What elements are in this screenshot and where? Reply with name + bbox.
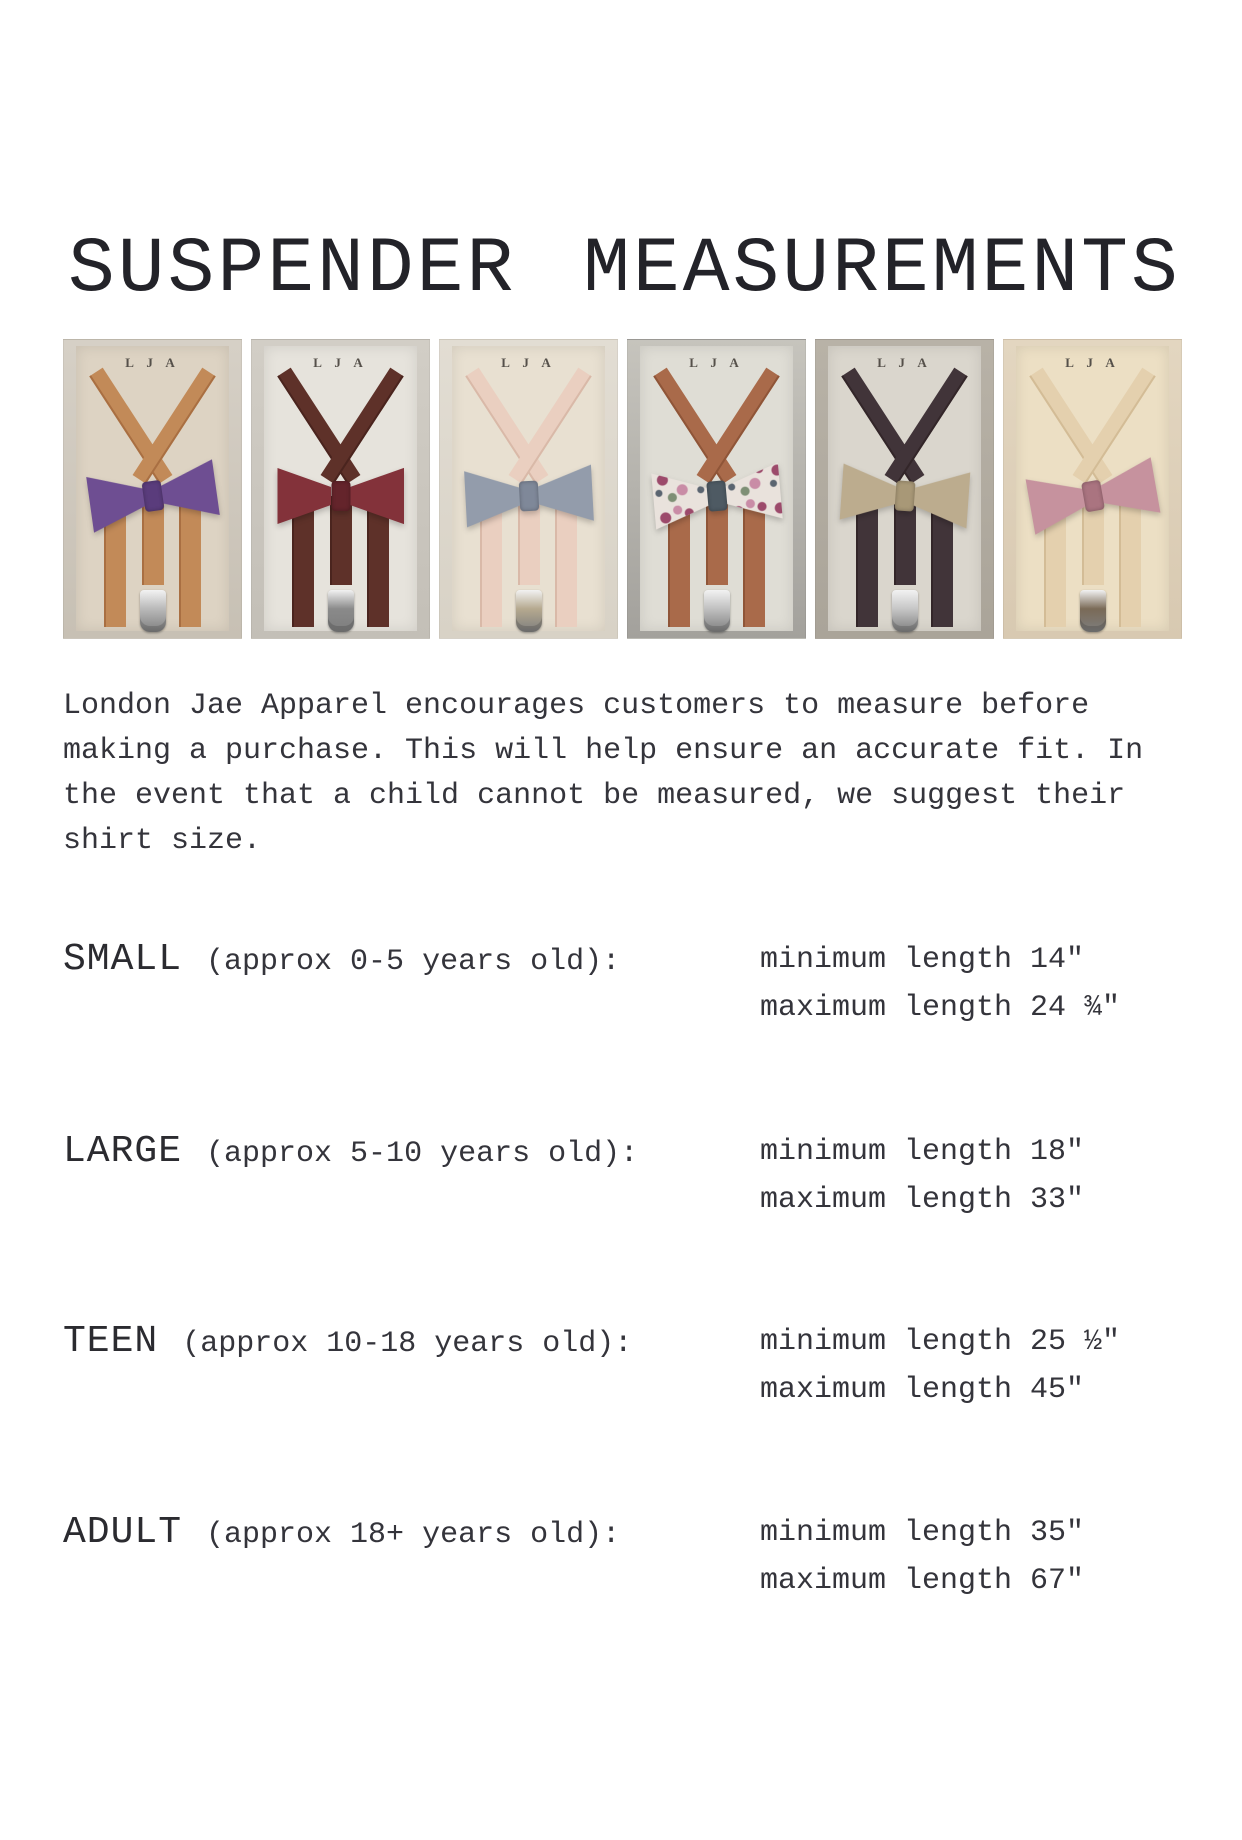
bow-wing-right (912, 465, 970, 533)
size-name: LARGE (63, 1130, 183, 1173)
size-row-measurements (760, 1318, 1120, 1414)
brand-label: L J A (1065, 355, 1120, 370)
size-qualifier: (approx 10-18 years old): (182, 1327, 633, 1361)
size-row-measurements (760, 1128, 1084, 1224)
brand-label: L J A (125, 355, 180, 370)
bow-wing-right (157, 455, 219, 526)
bow-wing-right (1096, 453, 1160, 525)
size-row-large (63, 1128, 1193, 1217)
intro-paragraph: London Jae Apparel encourages customers to measure before making a purchase. This will help ensure an accurate fit. In the event that a child cannot be measured, we suggest their shirt size. (63, 689, 1144, 858)
product-card (640, 346, 793, 631)
bow-tie (277, 464, 404, 528)
bow-wing-right (350, 464, 404, 528)
size-qualifier: (approx 5-10 years old): (206, 1137, 639, 1171)
bow-wing-left (839, 460, 897, 528)
brand-label: L J A (877, 355, 932, 370)
product-photo (627, 339, 806, 639)
size-row-measurements (760, 936, 1120, 1032)
metal-clip (892, 590, 918, 632)
product-card (76, 346, 229, 631)
page-title: SUSPENDER MEASUREMENTS (68, 226, 1181, 314)
bow-tie (839, 460, 970, 533)
metal-clip (1080, 590, 1106, 632)
max-length: maximum length 24 ¾″ (760, 991, 1121, 1025)
product-card (828, 346, 981, 631)
bow-wing-right (723, 459, 782, 527)
bow-wing-left (650, 465, 709, 533)
product-photo (815, 339, 994, 639)
bow-knot (1081, 480, 1105, 513)
max-length: maximum length 45″ (760, 1373, 1085, 1407)
bow-knot (706, 480, 728, 512)
size-name: ADULT (63, 1511, 183, 1554)
min-length: minimum length 35″ (760, 1516, 1085, 1550)
product-photo (63, 339, 242, 639)
metal-clip (328, 590, 354, 632)
size-row-small (63, 936, 1193, 1025)
min-length: minimum length 25 ½″ (760, 1325, 1121, 1359)
size-name: TEEN (63, 1320, 159, 1363)
metal-clip (516, 590, 542, 632)
bow-knot (518, 481, 539, 512)
size-row-adult (63, 1509, 1193, 1598)
bow-knot (894, 480, 915, 511)
bow-knot (331, 481, 350, 511)
bow-wing-left (463, 465, 520, 532)
bow-wing-left (277, 464, 331, 528)
metal-clip (704, 590, 730, 632)
product-photo-row (63, 339, 1182, 639)
min-length: minimum length 14″ (760, 943, 1085, 977)
product-photo (439, 339, 618, 639)
bow-wing-right (536, 461, 593, 528)
size-row-measurements (760, 1509, 1084, 1605)
size-qualifier: (approx 18+ years old): (206, 1518, 621, 1552)
product-card (452, 346, 605, 631)
product-photo (251, 339, 430, 639)
bow-tie (650, 459, 782, 534)
brand-label: L J A (501, 355, 556, 370)
bow-wing-left (1024, 466, 1088, 538)
size-name: SMALL (63, 938, 183, 981)
max-length: maximum length 33″ (760, 1183, 1085, 1217)
brand-label: L J A (313, 355, 368, 370)
max-length: maximum length 67″ (760, 1564, 1085, 1598)
min-length: minimum length 18″ (760, 1135, 1085, 1169)
product-photo (1003, 339, 1182, 639)
bow-wing-left (85, 466, 147, 537)
size-qualifier: (approx 0-5 years old): (206, 945, 621, 979)
bow-knot (141, 480, 164, 512)
size-row-teen (63, 1318, 1193, 1407)
product-card (264, 346, 417, 631)
brand-label: L J A (689, 355, 744, 370)
bow-tie (463, 461, 593, 532)
product-card (1016, 346, 1169, 631)
metal-clip (140, 590, 166, 632)
